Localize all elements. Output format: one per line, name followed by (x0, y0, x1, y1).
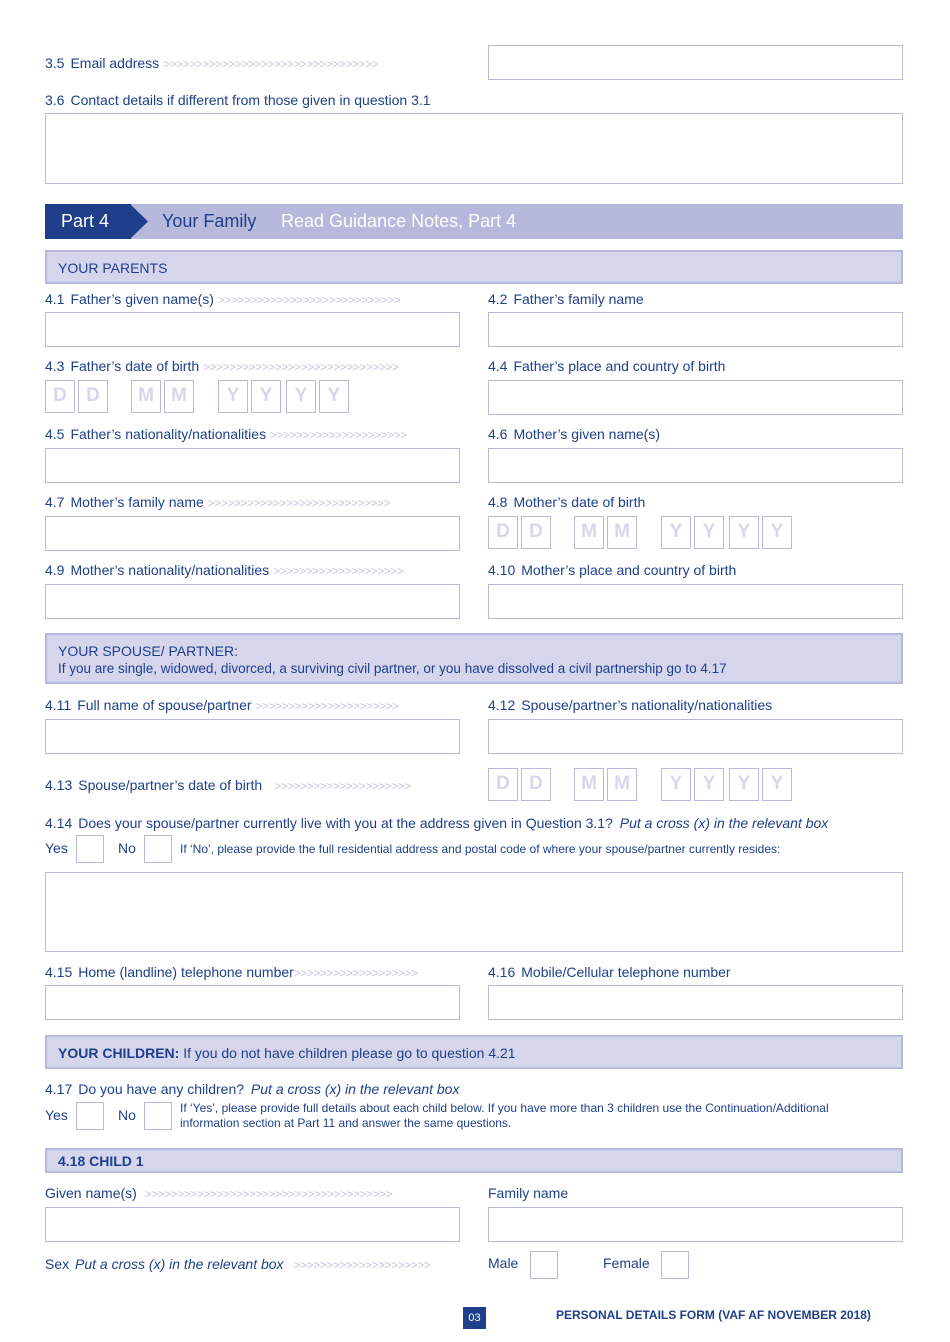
q4-14-no-checkbox[interactable] (144, 835, 172, 863)
q4-17-yes-label: Yes (45, 1107, 68, 1123)
q4-17-yes-checkbox[interactable] (76, 1102, 104, 1130)
q4-7-label: 4.7 Mother’s family name >>>>>>>>>>>>>>>>>>>>>>>>>>>> (45, 494, 390, 510)
date-year-cell[interactable]: Y (661, 516, 691, 549)
q4-16-label: 4.16 Mobile/Cellular telephone number (488, 964, 731, 980)
date-day-cell[interactable]: D (521, 516, 551, 549)
q4-15-label: 4.15 Home (landline) telephone number>>>>>>>>>>>>>>>>>>> (45, 964, 418, 980)
date-year-cell[interactable]: Y (661, 768, 691, 801)
q4-14-label: 4.14 Does your spouse/partner currently live with you at the address given in Question 3.1? Put a cross (x) in the relevant box (45, 815, 829, 831)
date-month-cell[interactable]: M (164, 380, 194, 413)
q4-14-note: If ‘No’, please provide the full residential address and postal code of where your spouse/partner currently resides: (180, 842, 781, 856)
q4-4-label: 4.4 Father’s place and country of birth (488, 358, 726, 374)
q4-17-note-line2: information section at Part 11 and answer the same questions. (180, 1116, 512, 1130)
q4-10-label: 4.10 Mother’s place and country of birth (488, 562, 737, 578)
q3-6-label: 3.6 Contact details if different from those given in question 3.1 (45, 92, 431, 108)
part-tab-arrow (130, 204, 150, 239)
q4-2-label: 4.2 Father’s family name (488, 291, 644, 307)
mother-family-name-input[interactable] (45, 516, 460, 551)
q4-8-label: 4.8 Mother’s date of birth (488, 494, 646, 510)
q4-17-note-line1: If ‘Yes’, please provide full details about each child below. If you have more than 3 children use the Continuation/Additional (180, 1101, 829, 1115)
date-day-cell[interactable]: D (488, 516, 518, 549)
mobile-telephone-input[interactable] (488, 985, 903, 1020)
footer-title: PERSONAL DETAILS FORM (VAF AF NOVEMBER 2018) (556, 1308, 871, 1322)
contact-details-input[interactable] (45, 113, 903, 184)
child1-section-header: 4.18 CHILD 1 (45, 1148, 903, 1173)
spouse-name-input[interactable] (45, 719, 460, 754)
child1-male-label: Male (488, 1255, 519, 1271)
part-title: Your Family (162, 211, 257, 231)
date-month-cell[interactable]: M (607, 768, 637, 801)
child1-female-label: Female (603, 1255, 650, 1271)
mother-given-name-input[interactable] (488, 448, 903, 483)
child1-given-name-input[interactable] (45, 1207, 460, 1242)
date-month-cell[interactable]: M (574, 516, 604, 549)
date-day-cell[interactable]: D (521, 768, 551, 801)
q4-14-yes-label: Yes (45, 840, 68, 856)
date-year-cell[interactable]: Y (729, 768, 759, 801)
q4-5-label: 4.5 Father’s nationality/nationalities >>>>>>>>>>>>>>>>>>>>> (45, 426, 407, 442)
date-day-cell[interactable]: D (78, 380, 108, 413)
date-day-cell[interactable]: D (488, 768, 518, 801)
child1-family-name-label: Family name (488, 1185, 569, 1201)
q4-1-label: 4.1 Father’s given name(s) >>>>>>>>>>>>>>>>>>>>>>>>>>>> (45, 291, 401, 307)
q4-11-label: 4.11 Full name of spouse/partner >>>>>>>>>>>>>>>>>>>>>> (45, 697, 399, 713)
part-guidance: Read Guidance Notes, Part 4 (281, 211, 517, 231)
date-year-cell[interactable]: Y (762, 768, 792, 801)
date-day-cell[interactable]: D (45, 380, 75, 413)
child1-male-checkbox[interactable] (530, 1251, 558, 1279)
mother-nationality-input[interactable] (45, 584, 460, 619)
q4-17-no-checkbox[interactable] (144, 1102, 172, 1130)
q4-17-no-label: No (118, 1107, 136, 1123)
q4-12-label: 4.12 Spouse/partner’s nationality/nationalities (488, 697, 773, 713)
father-nationality-input[interactable] (45, 448, 460, 483)
parents-section-header: YOUR PARENTS (45, 250, 903, 284)
q4-14-no-label: No (118, 840, 136, 856)
date-year-cell[interactable]: Y (286, 380, 316, 413)
date-month-cell[interactable]: M (131, 380, 161, 413)
date-month-cell[interactable]: M (574, 768, 604, 801)
q4-3-label: 4.3 Father’s date of birth >>>>>>>>>>>>>>>>>>>>>>>>>>>>>> (45, 358, 399, 374)
q4-9-label: 4.9 Mother’s nationality/nationalities >>>>>>>>>>>>>>>>>>>> (45, 562, 404, 578)
child1-female-checkbox[interactable] (661, 1251, 689, 1279)
spouse-section-header: YOUR SPOUSE/ PARTNER: If you are single, widowed, divorced, a surviving civil partner, or you have dissolved a civil partnership go to 4.17 (45, 633, 903, 684)
email-input[interactable] (488, 45, 903, 80)
children-section-header: YOUR CHILDREN: If you do not have children please go to question 4.21 (45, 1035, 903, 1069)
child1-sex-label: Sex Put a cross (x) in the relevant box >>>>>>>>>>>>>>>>>>>>> (45, 1256, 431, 1272)
date-year-cell[interactable]: Y (251, 380, 281, 413)
father-family-name-input[interactable] (488, 312, 903, 347)
child1-given-name-label: Given name(s) >>>>>>>>>>>>>>>>>>>>>>>>>>>>>>>>>>>>>> (45, 1185, 392, 1201)
mother-birthplace-input[interactable] (488, 584, 903, 619)
q3-5-label: 3.5 Email address >>>>>>>>>>>>>>>>>>>>>>>>>>>>>>>>> (45, 55, 378, 71)
date-year-cell[interactable]: Y (319, 380, 349, 413)
date-month-cell[interactable]: M (607, 516, 637, 549)
date-year-cell[interactable]: Y (729, 516, 759, 549)
q4-13-label: 4.13 Spouse/partner’s date of birth >>>>>>>>>>>>>>>>>>>>> (45, 777, 411, 793)
spouse-address-input[interactable] (45, 872, 903, 952)
q4-6-label: 4.6 Mother’s given name(s) (488, 426, 661, 442)
part-number: Part 4 (61, 211, 110, 231)
spouse-note: If you are single, widowed, divorced, a surviving civil partner, or you have dissolved a civil partnership go to 4.17 (58, 661, 727, 676)
page-number: 03 (463, 1307, 486, 1329)
date-year-cell[interactable]: Y (694, 516, 724, 549)
q4-14-yes-checkbox[interactable] (76, 835, 104, 863)
father-birthplace-input[interactable] (488, 380, 903, 415)
q4-17-label: 4.17 Do you have any children? Put a cross (x) in the relevant box (45, 1081, 460, 1097)
spouse-nationality-input[interactable] (488, 719, 903, 754)
date-year-cell[interactable]: Y (762, 516, 792, 549)
home-telephone-input[interactable] (45, 985, 460, 1020)
father-given-name-input[interactable] (45, 312, 460, 347)
child1-family-name-input[interactable] (488, 1207, 903, 1242)
date-year-cell[interactable]: Y (218, 380, 248, 413)
date-year-cell[interactable]: Y (694, 768, 724, 801)
